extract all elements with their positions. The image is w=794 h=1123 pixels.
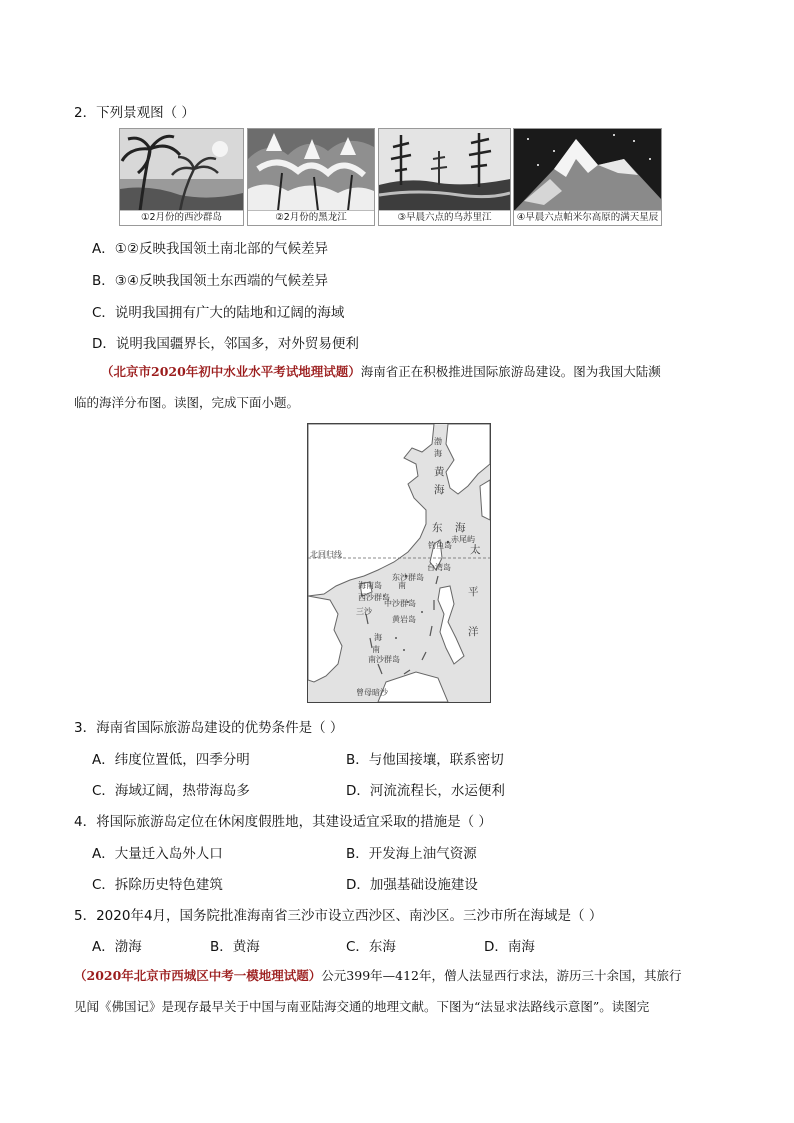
q5-option-a[interactable]: A．渤海	[92, 939, 142, 955]
map-label-diaoyu: 钓鱼岛	[428, 541, 452, 550]
map-label-zengmu: 曾母暗沙	[356, 688, 388, 697]
map-label-zhongsha: 中沙群岛	[384, 599, 416, 608]
map-label-nan2: 南	[372, 645, 380, 654]
image-caption: ④早晨六点帕米尔高原的满天星辰	[514, 210, 661, 225]
map-label-chiwei: 赤尾屿	[451, 535, 475, 544]
q4-option-a[interactable]: A．大量迁入岛外人口	[92, 846, 223, 862]
map-label-huang: 黄	[434, 466, 445, 478]
q2-stem: 2．下列景观图（ ）	[74, 105, 195, 121]
map-label-huang2: 海	[434, 484, 445, 496]
map-label-hai3: 海	[374, 633, 382, 642]
map-label-huangyan: 黄岩岛	[392, 615, 416, 624]
map-label-bohai: 渤	[434, 437, 442, 446]
map-label-sansha: 三沙	[356, 607, 372, 616]
snow-forest-image	[247, 128, 375, 226]
q5-option-c[interactable]: C．东海	[346, 939, 396, 955]
q2-option-c[interactable]: C．说明我国拥有广大的陆地和辽阔的海域	[92, 305, 345, 321]
q4-option-d[interactable]: D．加强基础设施建设	[346, 877, 478, 893]
mountain-night-image	[513, 128, 662, 226]
q5-option-d[interactable]: D．南海	[484, 939, 535, 955]
passage2-line1	[74, 966, 682, 984]
image-caption: ①2月份的西沙群岛	[120, 210, 243, 225]
passage1-line1	[101, 362, 661, 380]
map-label-taiwan: 台湾岛	[427, 563, 451, 572]
map-label-dong2: 海	[455, 522, 466, 534]
q2-option-b[interactable]: B．③④反映我国领土东西端的气候差异	[92, 273, 328, 289]
map-label-bohai2: 海	[434, 449, 442, 458]
q3-option-a[interactable]: A．纬度位置低，四季分明	[92, 752, 250, 768]
river-forest-image	[378, 128, 511, 226]
map-label-dongsha: 东沙群岛	[392, 573, 424, 582]
passage1-source: （北京市2020年初中水业水平考试地理试题）	[101, 364, 361, 379]
passage2-source: （2020年北京市西城区中考一模地理试题）	[74, 968, 322, 983]
map-label-nansha: 南沙群岛	[368, 655, 400, 664]
q2-option-d[interactable]: D．说明我国疆界长，邻国多，对外贸易便利	[92, 336, 359, 352]
q5-option-b[interactable]: B．黄海	[210, 939, 260, 955]
q4-option-c[interactable]: C．拆除历史特色建筑	[92, 877, 223, 893]
q3-option-b[interactable]: B．与他国接壤，联系密切	[346, 752, 504, 768]
q4-stem: 4．将国际旅游岛定位在休闲度假胜地，其建设适宜采取的措施是（ ）	[74, 814, 492, 830]
map-label-tropic: 北回归线	[310, 550, 342, 559]
q4-option-b[interactable]: B．开发海上油气资源	[346, 846, 477, 862]
image-caption: ③早晨六点的乌苏里江	[379, 210, 510, 225]
map-label-xisha: 西沙群岛	[358, 593, 390, 602]
map-label-ping: 平	[468, 586, 479, 598]
q5-stem: 5．2020年4月，国务院批准海南省三沙市设立西沙区、南沙区。三沙市所在海域是（ ）	[74, 908, 603, 924]
map-label-nan: 南	[398, 581, 406, 590]
q3-option-c[interactable]: C．海域辽阔，热带海岛多	[92, 783, 250, 799]
passage2-text2: 见闻《佛国记》是现存最早关于中国与南亚陆海交通的地理文献。下图为“法显求法路线示意图”。读图完	[74, 999, 650, 1014]
passage2-text1: 公元399年—412年，僧人法显西行求法，游历三十余国，其旅行	[321, 968, 682, 983]
map-label-tai: 太	[470, 544, 481, 556]
sea-distribution-map	[307, 423, 491, 703]
q3-stem: 3．海南省国际旅游岛建设的优势条件是（ ）	[74, 720, 344, 736]
image-caption: ②2月份的黑龙江	[248, 210, 374, 225]
q3-option-d[interactable]: D．河流流程长，水运便利	[346, 783, 505, 799]
map-label-yang: 洋	[468, 626, 479, 638]
map-label-hainan: 海南岛	[358, 581, 382, 590]
q2-option-a[interactable]: A．①②反映我国领土南北部的气候差异	[92, 241, 328, 257]
map-label-dong: 东	[432, 522, 443, 534]
passage1-text2: 临的海洋分布图。读图，完成下面小题。	[74, 395, 300, 410]
tropical-island-image	[119, 128, 244, 226]
passage1-text1: 海南省正在积极推进国际旅游岛建设。图为我国大陆濒	[360, 364, 661, 379]
